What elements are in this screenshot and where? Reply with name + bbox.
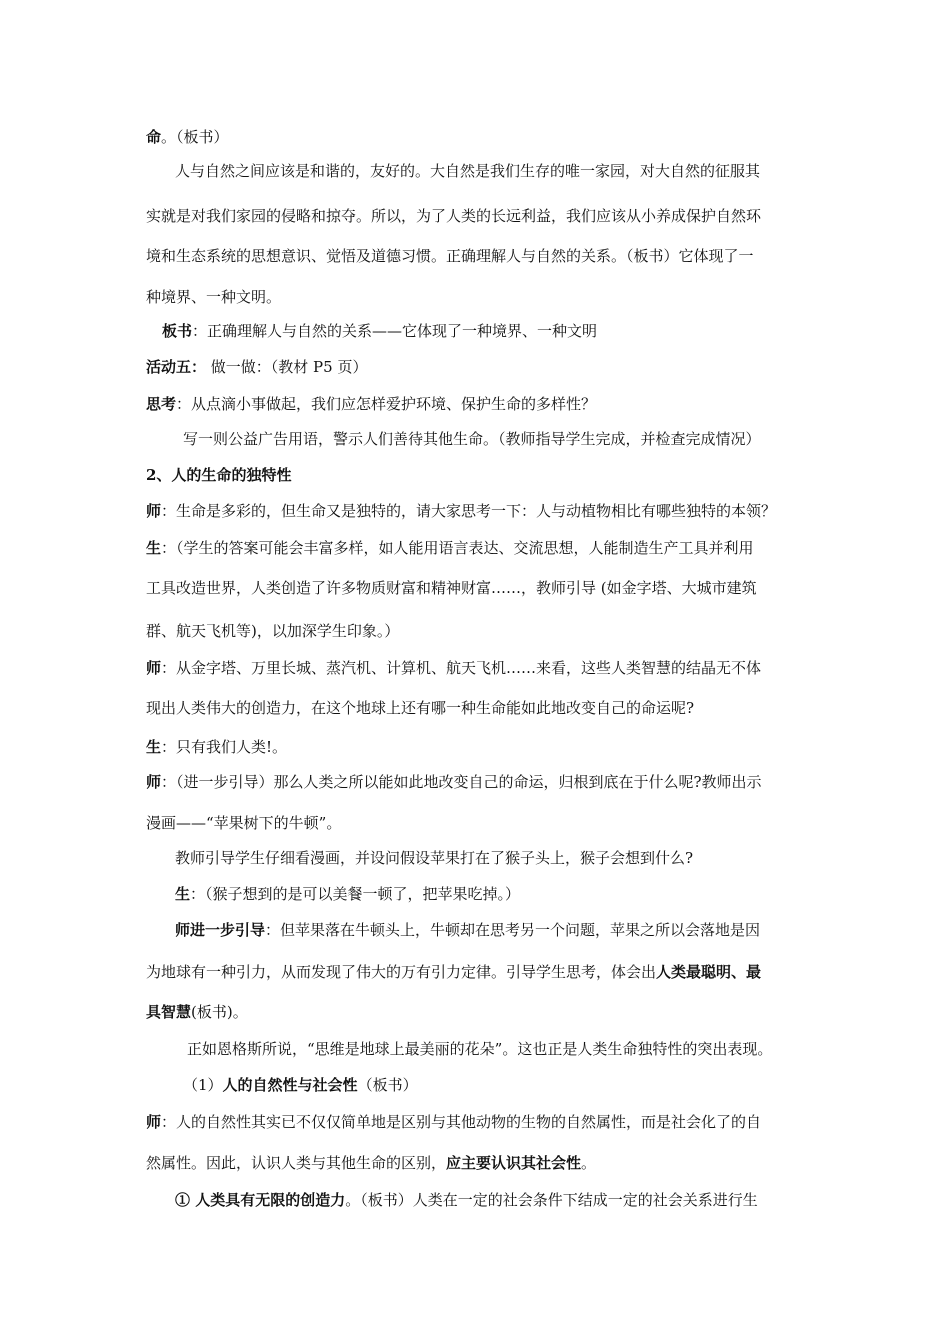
dialogue-line: 生：（猴子想到的是可以美餐一顿了，把苹果吃掉。）: [175, 885, 521, 903]
paragraph-line: 正如恩格斯所说，“思维是地球上最美丽的花朵”。这也正是人类生命独特性的突出表现。: [187, 1040, 773, 1058]
dialogue-line: 师：（进一步引导）那么人类之所以能如此地改变自己的命运，归根到底在于什么呢?教师出示: [146, 773, 762, 791]
paragraph-line: 教师引导学生仔细看漫画，并设问假设苹果打在了猴子头上，猴子会想到什么?: [175, 849, 694, 867]
paragraph-line: ① 人类具有无限的创造力。（板书）人类在一定的社会条件下结成一定的社会关系进行生: [175, 1191, 758, 1209]
paragraph-line: 为地球有一种引力，从而发现了伟大的万有引力定律。引导学生思考，体会出人类最聪明、最: [146, 963, 762, 981]
paragraph-line: 种境界、一种文明。: [146, 288, 282, 306]
subsection-heading: （1）人的自然性与社会性（板书）: [183, 1076, 418, 1094]
dialogue-line: 生：只有我们人类!。: [146, 738, 288, 756]
dialogue-line: 师进一步引导：但苹果落在牛顿头上，牛顿却在思考另一个问题，苹果之所以会落地是因: [175, 921, 761, 939]
paragraph-line: 工具改造世界，人类创造了许多物质财富和精神财富……，教师引导 (如金字塔、大城市建筑: [146, 579, 757, 597]
section-heading: 2、人的生命的独特性: [146, 466, 292, 484]
paragraph-line: 群、航天飞机等)，以加深学生印象。）: [146, 622, 400, 640]
paragraph-line: 实就是对我们家园的侵略和掠夺。所以，为了人类的长远利益，我们应该从小养成保护自然环: [146, 207, 762, 225]
dialogue-line: 师：人的自然性其实已不仅仅简单地是区别与其他动物的生物的自然属性，而是社会化了的自: [146, 1113, 762, 1131]
activity-heading: 活动五： 做一做：（教材 P5 页）: [146, 358, 368, 376]
paragraph-line: 具智慧(板书)。: [146, 1003, 248, 1021]
paragraph-line: 然属性。因此，认识人类与其他生命的区别，应主要认识其社会性。: [146, 1154, 597, 1172]
paragraph-line: 漫画——“苹果树下的牛顿”。: [146, 814, 342, 832]
dialogue-line: 师：从金字塔、万里长城、蒸汽机、计算机、航天飞机……来看，这些人类智慧的结晶无不体: [146, 659, 762, 677]
dialogue-line: 师：生命是多彩的，但生命又是独特的，请大家思考一下：人与动植物相比有哪些独特的本领？: [146, 502, 777, 520]
question-line: 思考：从点滴小事做起，我们应怎样爱护环境、保护生命的多样性？: [146, 395, 597, 413]
board-note-line: 板书：正确理解人与自然的关系——它体现了一种境界、一种文明: [162, 322, 598, 340]
paragraph-line: 人与自然之间应该是和谐的，友好的。大自然是我们生存的唯一家园，对大自然的征服其: [175, 162, 761, 180]
paragraph-line: 现出人类伟大的创造力，在这个地球上还有哪一种生命能如此地改变自己的命运呢?: [146, 699, 695, 717]
dialogue-line: 生：（学生的答案可能会丰富多样，如人能用语言表达、交流思想，人能制造生产工具并利用: [146, 539, 754, 557]
paragraph-line: 境和生态系统的思想意识、觉悟及道德习惯。正确理解人与自然的关系。（板书）它体现了一: [146, 247, 754, 265]
paragraph-line: 命。（板书）: [146, 128, 229, 146]
paragraph-line: 写一则公益广告用语，警示人们善待其他生命。（教师指导学生完成，并检查完成情况）: [183, 430, 761, 448]
